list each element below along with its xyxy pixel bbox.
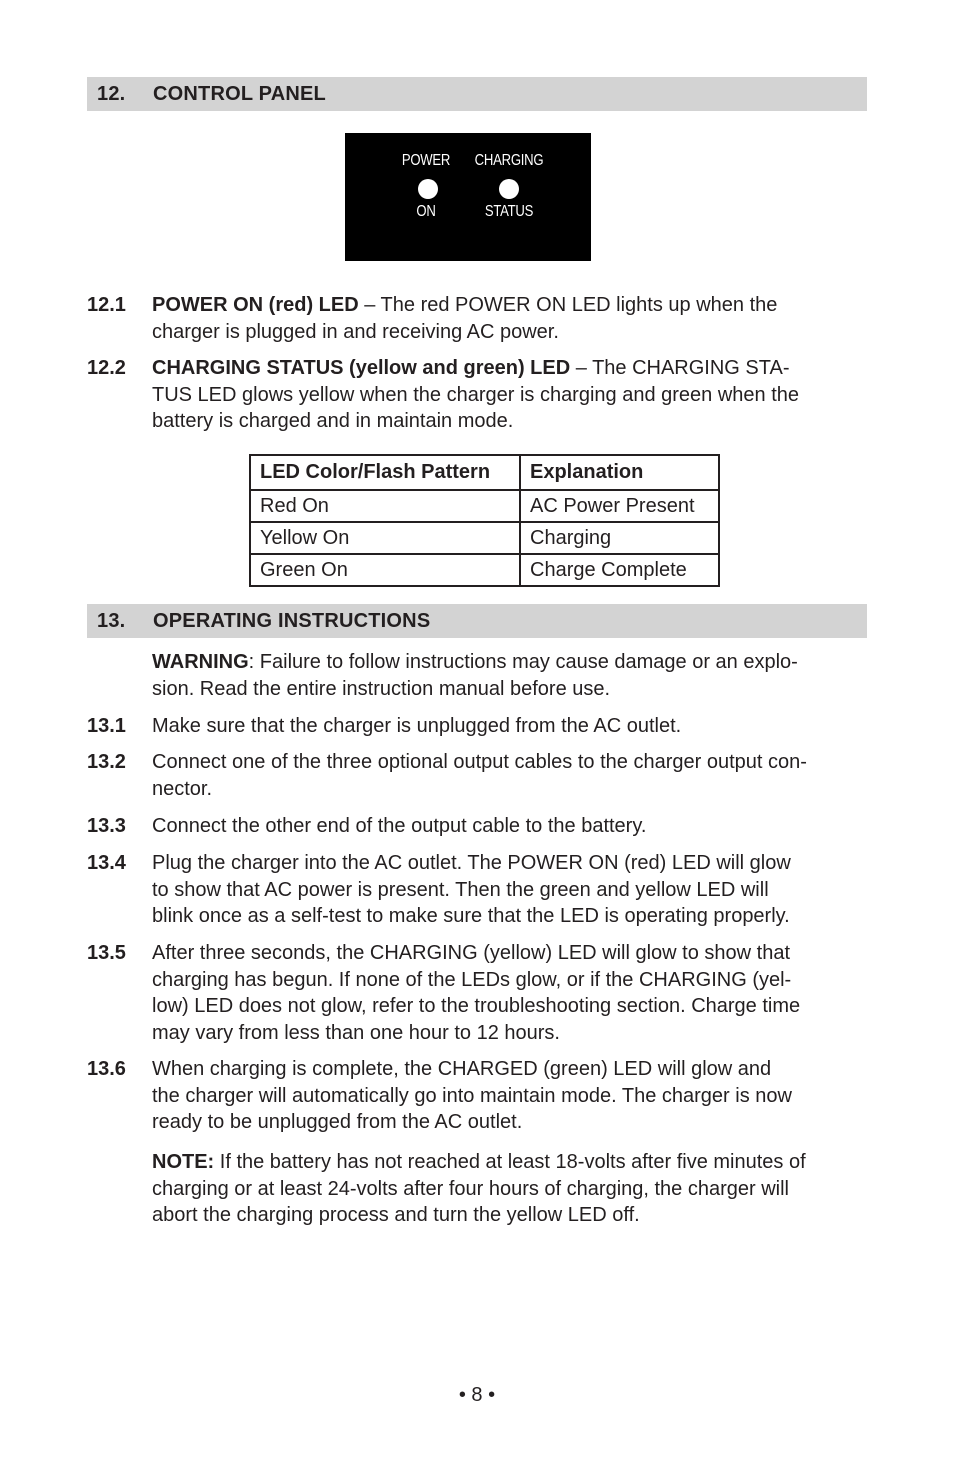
charging-label-bottom: STATUS — [484, 203, 534, 220]
item-line: TUS LED glows yellow when the charger is charging and green when the — [152, 383, 800, 406]
step-line: the charger will automatically go into maintain mode. The charger is now — [152, 1084, 792, 1107]
table-cell: Charge Complete — [520, 554, 719, 586]
step-line: low) LED does not glow, refer to the troubleshooting section. Charge time — [152, 995, 801, 1017]
warning-label: WARNING — [152, 651, 249, 673]
led-table — [249, 454, 720, 587]
step-13-5 — [87, 940, 867, 1046]
table-row — [250, 522, 719, 554]
charging-label-top: CHARGING — [474, 152, 544, 169]
item-12-1 — [87, 292, 867, 345]
page-number: • 8 • — [458, 1384, 496, 1406]
step-line: Connect the other end of the output cable to the battery. — [152, 815, 647, 837]
item-number: 12.1 — [87, 294, 126, 316]
table-cell: Green On — [250, 554, 520, 586]
step-number: 13.1 — [87, 715, 126, 737]
section-title: CONTROL PANEL — [153, 83, 326, 105]
note-line: abort the charging process and turn the yellow LED off. — [152, 1204, 640, 1226]
note-line: charging or at least 24-volts after four hours of charging, the charger will — [152, 1177, 789, 1200]
item-line: – The red POWER ON LED lights up when the — [358, 294, 778, 316]
step-13-4 — [87, 850, 867, 930]
step-line: charging has begun. If none of the LEDs glow, or if the CHARGING (yel- — [152, 968, 792, 991]
item-text — [152, 292, 867, 345]
step-line: may vary from less than one hour to 12 hours. — [152, 1021, 560, 1044]
warning-paragraph — [87, 649, 867, 702]
step-line: After three seconds, the CHARGING (yellow) LED will glow to show that — [152, 942, 791, 964]
note-paragraph — [87, 1149, 867, 1229]
item-line: charger is plugged in and receiving AC power. — [152, 320, 559, 343]
item-12-2 — [87, 355, 867, 435]
table-cell: Red On — [250, 490, 520, 522]
note-label: NOTE: — [152, 1151, 215, 1173]
step-line: ready to be unplugged from the AC outlet. — [152, 1111, 523, 1133]
step-number: 13.4 — [87, 852, 126, 874]
section-number: 12. — [97, 83, 126, 105]
item-bold-label: CHARGING STATUS (yellow and green) LED — [152, 357, 571, 379]
item-line: – The CHARGING STA- — [570, 357, 790, 379]
step-13-2 — [87, 749, 867, 802]
table-header-cell: LED Color/Flash Pattern — [250, 455, 520, 490]
step-number: 13.5 — [87, 942, 126, 964]
step-13-6 — [87, 1056, 867, 1136]
step-number: 13.2 — [87, 751, 126, 773]
item-text — [152, 355, 867, 435]
control-panel-image — [345, 133, 591, 261]
power-label-top: POWER — [401, 152, 451, 169]
step-number: 13.3 — [87, 815, 126, 837]
step-number: 13.6 — [87, 1058, 126, 1080]
step-line: Plug the charger into the AC outlet. The POWER ON (red) LED will glow — [152, 852, 791, 874]
step-13-1 — [87, 713, 867, 740]
step-line: When charging is complete, the CHARGED (green) LED will glow and — [152, 1058, 772, 1080]
section-13-header — [87, 604, 867, 638]
table-header-row — [250, 455, 719, 490]
step-line: nector. — [152, 777, 213, 800]
section-number: 13. — [97, 610, 126, 632]
power-label-bottom: ON — [416, 203, 436, 220]
charging-led-icon — [499, 179, 519, 199]
warning-line: sion. Read the entire instruction manual before use. — [152, 677, 611, 700]
power-led-icon — [418, 179, 438, 199]
section-12-header — [87, 77, 867, 111]
table-header-cell: Explanation — [520, 455, 719, 490]
table-cell: Charging — [520, 522, 719, 554]
table-cell: AC Power Present — [520, 490, 719, 522]
step-line: blink once as a self-test to make sure that the LED is operating properly. — [152, 905, 790, 927]
table-cell: Yellow On — [250, 522, 520, 554]
table-row — [250, 490, 719, 522]
step-line: Make sure that the charger is unplugged from the AC outlet. — [152, 715, 682, 737]
note-line: If the battery has not reached at least 18-volts after five minutes of — [214, 1151, 806, 1173]
item-number: 12.2 — [87, 357, 126, 379]
table-row — [250, 554, 719, 586]
warning-line: : Failure to follow instructions may cause damage or an explo- — [248, 651, 798, 673]
step-13-3 — [87, 813, 867, 840]
item-bold-label: POWER ON (red) LED — [152, 294, 359, 316]
step-line: Connect one of the three optional output cables to the charger output con- — [152, 751, 807, 773]
step-line: to show that AC power is present. Then the green and yellow LED will — [152, 878, 769, 901]
section-title: OPERATING INSTRUCTIONS — [153, 610, 431, 632]
item-line: battery is charged and in maintain mode. — [152, 410, 514, 432]
